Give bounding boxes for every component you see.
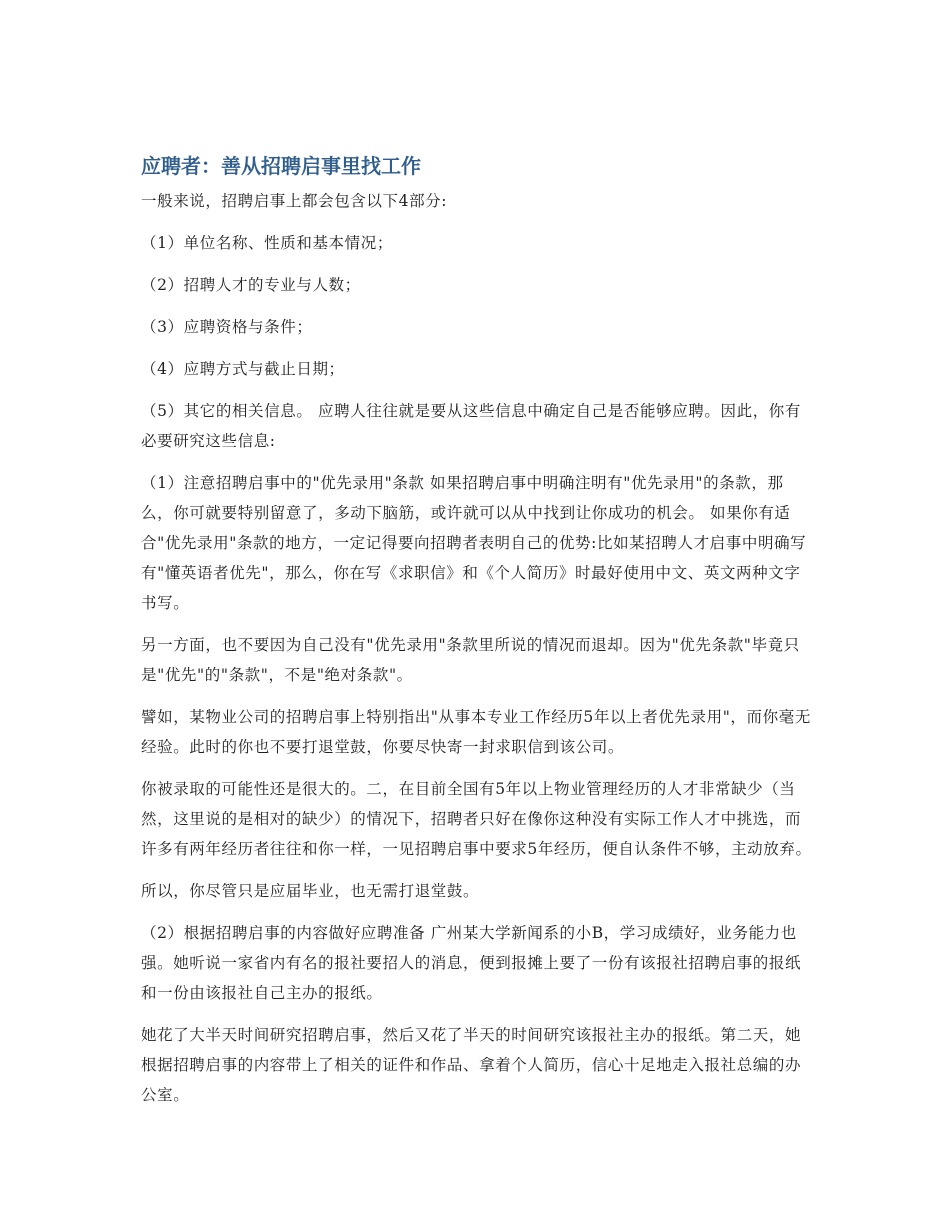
paragraph-item-4: （4）应聘方式与截止日期； <box>141 360 345 378</box>
paragraph-preparation: （2）根据招聘启事的内容做好应聘准备 广州某大学新闻系的小B，学习成绩好，业务能力也强。她听说一家省内有名的报社要招人的消息，便到报摊上要了一份有该报社招聘启事的报纸和一份由该报社自己主办的报纸。 <box>141 924 802 1002</box>
document-body <box>141 151 813 1122</box>
paragraph-item-3: （3）应聘资格与条件； <box>141 318 313 336</box>
paragraph-item-1: （1）单位名称、性质和基本情况； <box>141 234 393 252</box>
paragraph-item-5: （5）其它的相关信息。 应聘人往往就是要从这些信息中确定自己是否能够应聘。因此，你有必要研究这些信息: <box>141 402 801 450</box>
paragraph-intro: 一般来说，招聘启事上都会包含以下4部分: <box>141 192 448 210</box>
paragraph-likelihood: 你被录取的可能性还是很大的。二，在目前全国有5年以上物业管理经历的人才非常缺少（当然，这里说的是相对的缺少）的情况下，招聘者只好在像你这种没有实际工作人才中挑选，而许多有两年经历者往往和你一样，一见招聘启事中要求5年经历，便自认条件不够，主动放弃。 <box>141 780 812 858</box>
paragraph-other-side: 另一方面，也不要因为自己没有"优先录用"条款里所说的情况而退却。因为"优先条款"毕竟只是"优先"的"条款"，不是"绝对条款"。 <box>141 636 800 684</box>
paragraph-priority-clause: （1）注意招聘启事中的"优先录用"条款 如果招聘启事中明确注明有"优先录用"的条款，那么，你可就要特别留意了，多动下脑筋，或许就可以从中找到让你成功的机会。 如果你有适合"优先录用"条款的地方，一定记得要向招聘者表明自己的优势:比如某招聘人才启事中明确写有"懂英语者优先"，那么，你在写《求职信》和《个人简历》时最好使用中文、英文两种文字书写。 <box>141 474 807 612</box>
paragraph-story: 她花了大半天时间研究招聘启事，然后又花了半天的时间研究该报社主办的报纸。第二天，她根据招聘启事的内容带上了相关的证件和作品、拿着个人简历，信心十足地走入报社总编的办公室。 <box>141 1026 802 1104</box>
paragraph-conclusion: 所以，你尽管只是应届毕业，也无需打退堂鼓。 <box>141 882 480 900</box>
paragraph-item-2: （2）招聘人才的专业与人数； <box>141 276 361 294</box>
paragraph-example: 譬如，某物业公司的招聘启事上特别指出"从事本专业工作经历5年以上者优先录用"，而你毫无经验。此时的你也不要打退堂鼓，你要尽快寄一封求职信到该公司。 <box>141 708 811 756</box>
page-title: 应聘者：善从招聘启事里找工作 <box>141 154 421 178</box>
